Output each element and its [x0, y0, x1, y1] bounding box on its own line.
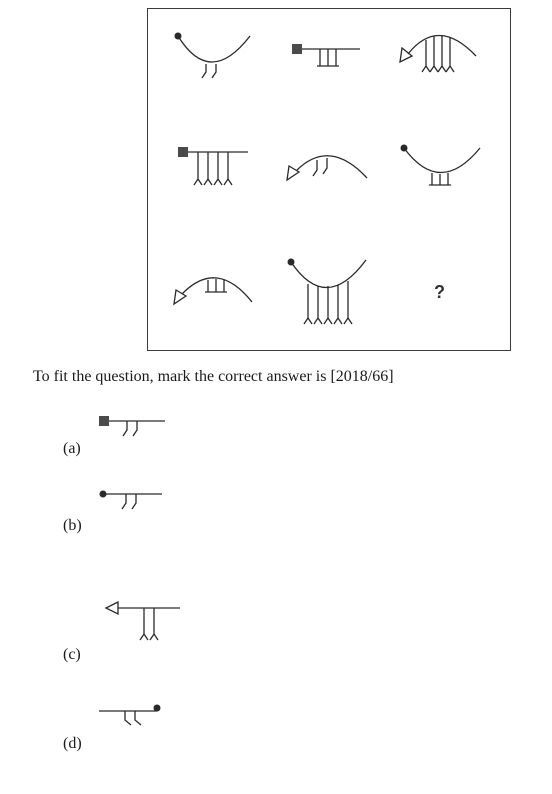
figure-r1c3 — [398, 26, 483, 81]
missing-figure-question-mark: ? — [434, 282, 445, 302]
figure-r3c2 — [284, 256, 372, 328]
figure-r3c1 — [172, 268, 257, 313]
option-c-figure — [104, 598, 184, 648]
question-text: To fit the question, mark the correct answer is [2018/66] — [33, 368, 394, 385]
option-b-label[interactable]: (b) — [63, 517, 82, 534]
option-b-figure — [98, 486, 168, 516]
option-d-figure — [97, 702, 167, 732]
figure-r2c3 — [398, 142, 486, 192]
option-a-label[interactable]: (a) — [63, 440, 81, 457]
option-a-figure — [97, 414, 169, 444]
option-c-label[interactable]: (c) — [63, 646, 81, 663]
figure-r2c2 — [285, 148, 370, 193]
figure-r1c1 — [170, 28, 260, 88]
option-d-label[interactable]: (d) — [63, 735, 82, 752]
figure-r1c2 — [290, 42, 365, 72]
figure-r2c1 — [176, 145, 256, 190]
